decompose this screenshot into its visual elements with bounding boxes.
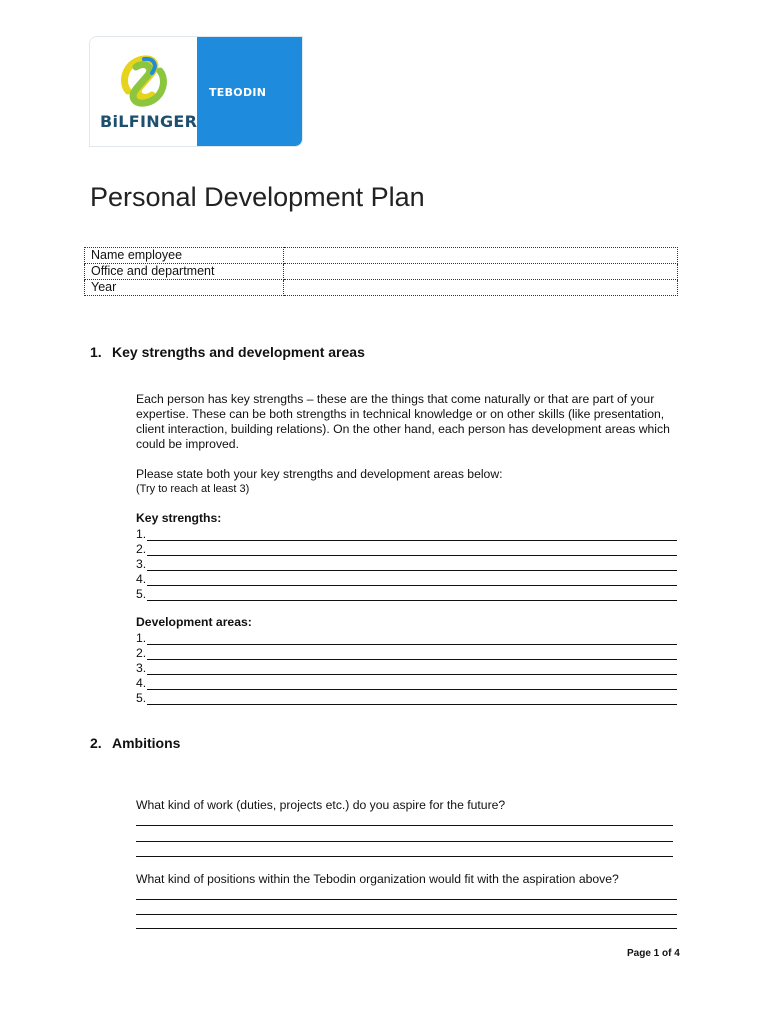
section-1-heading [90,344,365,360]
section-1-intro: Each person has key strengths – these are the things that come naturally or that are part of your expertise. These can be both strengths in technical knowledge or on other skills (like presentation, client interaction, building relations). On the other hand, each person has development areas which could be improved. [136,392,670,451]
position-answer-line-3[interactable] [136,928,677,929]
office-department-field[interactable] [284,264,678,280]
company-logo [89,36,303,147]
line-number: 2. [136,542,147,556]
ambition-question-1: What kind of work (duties, projects etc.) do you aspire for the future? [136,798,506,812]
section-number: 2. [90,735,102,751]
section-1-note: (Try to reach at least 3) [136,483,250,495]
logo-left-panel [90,37,197,146]
strength-line-4[interactable] [136,571,677,586]
line-number: 1. [136,631,147,645]
line-number: 2. [136,646,147,660]
year-field[interactable] [284,280,678,296]
answer-rule [147,559,677,571]
line-number: 3. [136,661,147,675]
office-department-label: Office and department [85,264,284,280]
position-answer-line-1[interactable] [136,899,677,900]
strength-line-1[interactable] [136,526,677,541]
section-2-heading [90,735,180,751]
line-number: 5. [136,587,147,601]
answer-rule [147,589,677,601]
year-label: Year [85,280,284,296]
answer-rule [147,529,677,541]
position-answer-line-2[interactable] [136,914,677,915]
development-line-1[interactable] [136,630,677,645]
ambition-question-2: What kind of positions within the Tebodin organization would fit with the aspiration above? [136,872,619,886]
line-number: 4. [136,572,147,586]
line-number: 1. [136,527,147,541]
page-number: Page 1 of 4 [627,948,680,959]
answer-rule [147,663,677,675]
answer-rule [147,633,677,645]
ambition-answer-line-1[interactable] [136,825,673,826]
development-line-2[interactable] [136,645,677,660]
line-number: 3. [136,557,147,571]
table-row [85,264,678,280]
table-row [85,280,678,296]
key-strengths-label: Key strengths: [136,511,222,525]
development-line-4[interactable] [136,675,677,690]
section-1-instruction: Please state both your key strengths and development areas below: [136,467,503,481]
page-title: Personal Development Plan [90,182,425,212]
strength-line-2[interactable] [136,541,677,556]
answer-rule [147,693,677,705]
answer-rule [147,648,677,660]
development-areas-label: Development areas: [136,615,252,629]
development-line-3[interactable] [136,660,677,675]
development-line-5[interactable] [136,690,677,705]
strength-line-5[interactable] [136,586,677,601]
section-title: Ambitions [112,735,181,751]
logo-wordmark: BiLFINGER [100,112,198,131]
logo-right-panel [197,37,302,146]
answer-rule [147,544,677,556]
name-employee-field[interactable] [284,248,678,264]
employee-info-table [84,247,678,296]
answer-rule [147,678,677,690]
ambition-answer-line-3[interactable] [136,856,673,857]
ambition-answer-line-2[interactable] [136,841,673,842]
strength-line-3[interactable] [136,556,677,571]
line-number: 5. [136,691,147,705]
logo-brand: TEBODIN [209,86,267,99]
section-title: Key strengths and development areas [112,344,365,360]
answer-rule [147,574,677,586]
line-number: 4. [136,676,147,690]
bilfinger-emblem-icon [114,51,174,111]
section-number: 1. [90,344,102,360]
table-row [85,248,678,264]
name-employee-label: Name employee [85,248,284,264]
